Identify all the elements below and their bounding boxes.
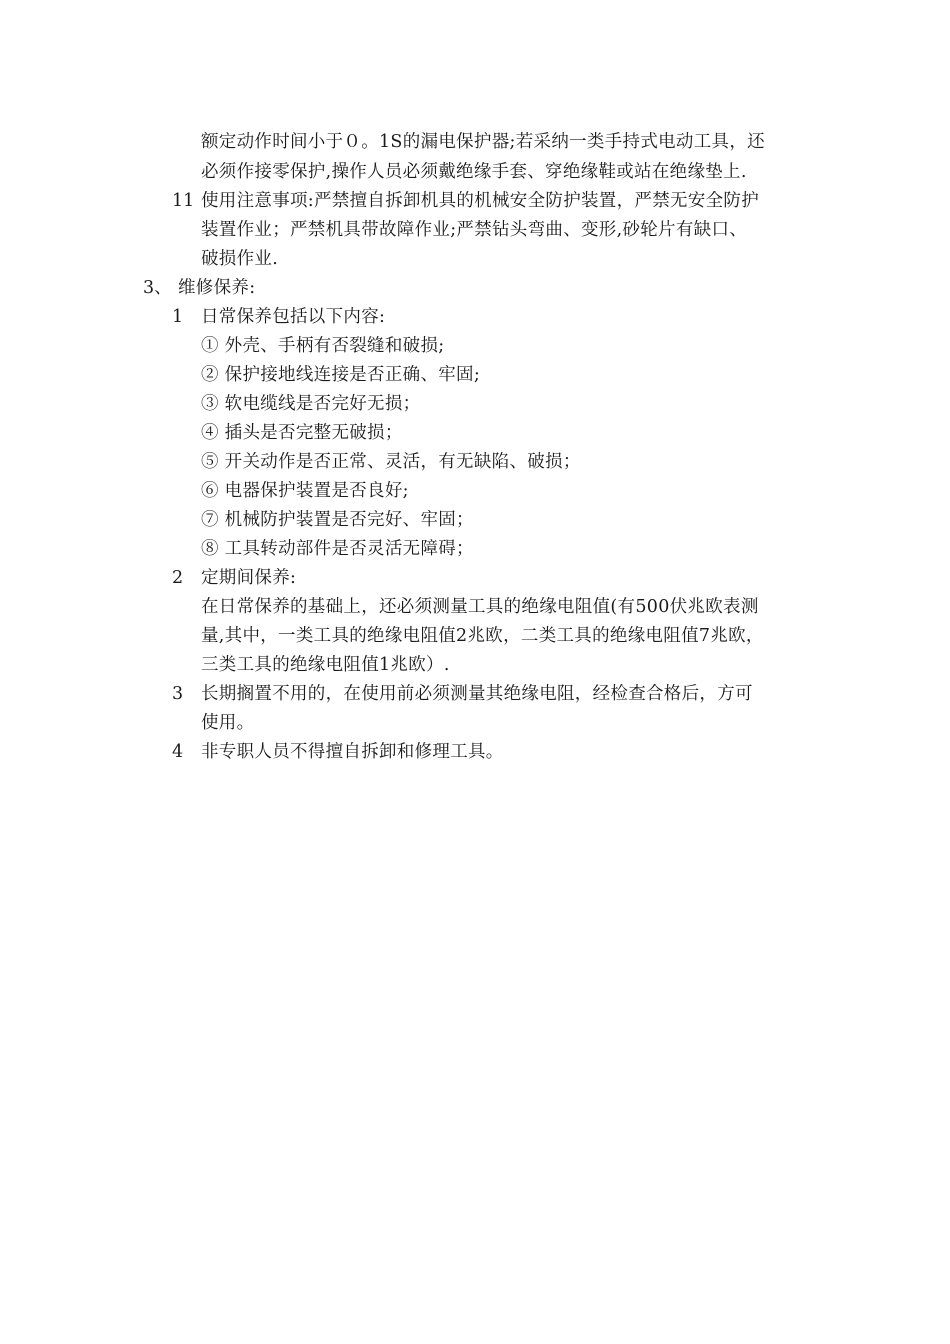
text-line: 使用注意事项:严禁擅自拆卸机具的机械安全防护装置，严禁无安全防护 xyxy=(201,191,759,211)
list-item: ⑤ 开关动作是否正常、灵活，有无缺陷、破损； xyxy=(201,452,581,472)
item-heading: 日常保养包括以下内容: xyxy=(201,307,386,327)
text-line: 使用。 xyxy=(201,713,255,733)
item-number: 2 xyxy=(172,568,184,588)
text-line: 三类工具的绝缘电阻值1兆欧）. xyxy=(201,655,450,675)
text-line: 额定动作时间小于０。1S的漏电保护器;若采纳一类手持式电动工具，还 xyxy=(201,132,765,152)
item-heading: 定期间保养: xyxy=(201,568,297,588)
text-line: 量,其中，一类工具的绝缘电阻值2兆欧，二类工具的绝缘电阻值7兆欧， xyxy=(201,626,764,646)
list-item: ③ 软电缆线是否完好无损； xyxy=(201,394,421,414)
section-number: 3、 xyxy=(143,278,172,298)
text-line: 必须作接零保护,操作人员必须戴绝缘手套、穿绝缘鞋或站在绝缘垫上. xyxy=(201,162,747,182)
text-line: 装置作业；严禁机具带故障作业;严禁钻头弯曲、变形,砂轮片有缺口、 xyxy=(201,220,748,240)
item-number: 3 xyxy=(172,684,184,704)
text-line: 在日常保养的基础上，还必须测量工具的绝缘电阻值(有500伏兆欧表测 xyxy=(201,597,759,617)
section-heading: 维修保养: xyxy=(178,278,256,298)
list-item: ② 保护接地线连接是否正确、牢固; xyxy=(201,365,481,385)
item-number: 1 xyxy=(172,307,184,327)
text-line: 破损作业. xyxy=(201,249,279,269)
text-line: 非专职人员不得擅自拆卸和修理工具。 xyxy=(201,742,504,762)
item-number: 4 xyxy=(172,742,184,762)
list-item: ① 外壳、手柄有否裂缝和破损; xyxy=(201,336,445,356)
list-item: ⑦ 机械防护装置是否完好、牢固； xyxy=(201,510,474,530)
list-item: ⑧ 工具转动部件是否灵活无障碍； xyxy=(201,539,474,559)
text-line: 长期搁置不用的，在使用前必须测量其绝缘电阻，经检查合格后，方可 xyxy=(201,684,753,704)
list-item: ④ 插头是否完整无破损； xyxy=(201,423,403,443)
list-item: ⑥ 电器保护装置是否良好; xyxy=(201,481,409,501)
item-number: 11 xyxy=(172,191,195,211)
